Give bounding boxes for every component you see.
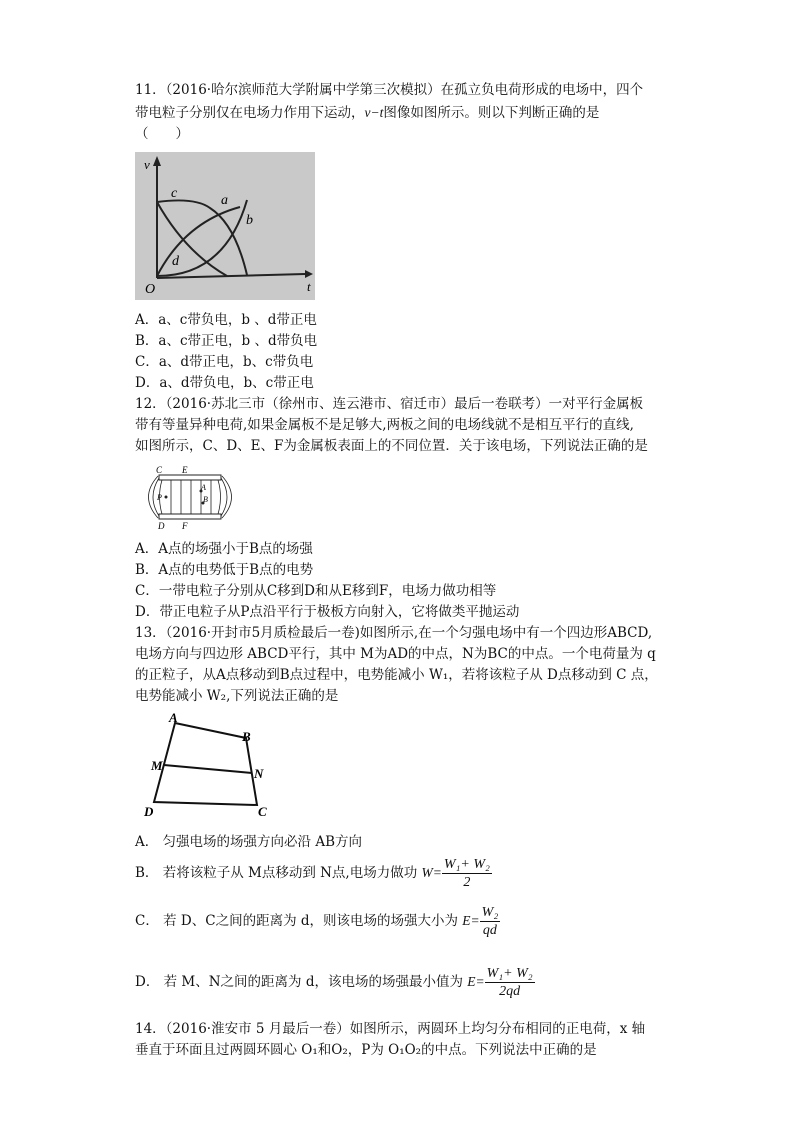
q11-vt-symbol: v−t (364, 105, 384, 120)
q12-option-c: C．一带电粒子分别从C移到D和从E移到F，电场力做功相等 (135, 583, 497, 599)
q13-option-b-lhs: W= (421, 865, 442, 880)
q11-option-d: D．a、d带负电，b、c带正电 (135, 375, 314, 391)
q12-stem-line3: 如图所示，C、D、E、F为金属板表面上的不同位置．关于该电场，下列说法正确的是 (135, 438, 648, 454)
fraction-numerator: W₁+ W₂ (443, 857, 490, 872)
label-n: N (254, 766, 264, 781)
fraction-denominator: 2 (463, 875, 471, 890)
label-d: d (172, 254, 179, 269)
label-a: A (169, 710, 178, 725)
fraction-denominator: qd (482, 923, 497, 938)
q13-option-c-fraction (480, 904, 501, 939)
q13-quadrilateral-figure (142, 710, 282, 822)
q13-option-c-text: C． 若 D、C之间的距离为 d，则该电场的场强大小为 (135, 913, 458, 929)
q13-option-b-text: B． 若将该粒子从 M点移动到 N点,电场力做功 (135, 865, 418, 881)
q12-option-b: B．A点的电势低于B点的电势 (135, 562, 314, 578)
fraction-denominator: 2qd (499, 984, 521, 999)
q13-option-b-fraction (442, 856, 492, 891)
q12-field-diagram (135, 462, 243, 532)
q13-option-d-fraction (485, 965, 535, 1000)
q11-stem-line3: （ ） (135, 126, 189, 142)
q11-option-b: B．a、c带正电，b 、d带负电 (135, 333, 318, 349)
label-a: a (221, 193, 228, 208)
q12-stem-line2: 带有等量异种电荷,如果金属板不是足够大,两板之间的电场线就不是相互平行的直线, (135, 417, 634, 433)
q13-option-b (135, 856, 492, 891)
label-a: A (201, 483, 206, 492)
q11-option-c: C．a、d带正电，b、c带负电 (135, 354, 314, 370)
q11-stem-part1: 带电粒子分别仅在电场力作用下运动， (135, 105, 365, 121)
upper-plate (159, 475, 221, 480)
q12-option-d: D．带正电粒子从P点沿平行于极板方向射入，它将做类平抛运动 (135, 604, 520, 620)
q13-stem-line1: 13．（2016·开封市5月质检最后一卷)如图所示,在一个匀强电场中有一个四边形ABCD, (135, 625, 653, 641)
q11-vt-graph (135, 152, 315, 300)
q11-stem-line1: 11．（2016·哈尔滨师范大学附属中学第三次模拟）在孤立负电荷形成的电场中，四个 (135, 82, 644, 98)
fraction-numerator: W₁+ W₂ (486, 966, 533, 981)
q11-stem-line2 (135, 104, 599, 122)
point-p (165, 496, 168, 499)
q11-option-a: A．a、c带负电，b 、d带正电 (135, 312, 317, 328)
label-v: v (144, 157, 150, 172)
label-d: D (144, 804, 154, 819)
label-o: O (145, 282, 156, 297)
q13-option-d-lhs: E= (467, 974, 485, 989)
segment-mn (164, 765, 252, 773)
q13-option-a: A． 匀强电场的场强方向必沿 AB方向 (135, 834, 363, 850)
label-m: M (151, 758, 163, 773)
q13-option-c-lhs: E= (462, 913, 480, 928)
q13-option-c (135, 904, 500, 939)
label-b: B (203, 495, 208, 504)
q13-option-d (135, 965, 535, 1000)
label-p: P (157, 493, 162, 502)
label-b: b (246, 213, 253, 228)
q13-stem-line4: 电势能减小 W₂,下列说法正确的是 (135, 688, 339, 704)
q13-option-d-text: D． 若 M、N之间的距离为 d，该电场的场强最小值为 (135, 974, 463, 990)
q14-stem-line1: 14．（2016·淮安市 5 月最后一卷）如图所示，两圆环上均匀分布相同的正电荷，x 轴 (135, 1021, 646, 1037)
label-b: B (242, 729, 251, 744)
label-t: t (307, 279, 311, 294)
label-c: C (258, 804, 267, 819)
label-c: C (156, 465, 163, 475)
label-d: D (158, 521, 165, 531)
fraction-numerator: W₂ (481, 905, 499, 920)
q12-stem-line1: 12．（2016·苏北三市（徐州市、连云港市、宿迁市）最后一卷联考）一对平行金属板 (135, 396, 644, 412)
q13-stem-line3: 的正粒子，从A点移动到B点过程中，电势能减小 W₁，若将该粒子从 D点移动到 C 点， (135, 667, 658, 683)
q12-option-a: A．A点的场强小于B点的场强 (135, 541, 313, 557)
label-c: c (171, 186, 178, 201)
q13-stem-line2: 电场方向与四边形 ABCD平行，其中 M为AD的中点，N为BC的中点。一个电荷量为 q (135, 646, 656, 662)
lower-plate (159, 514, 221, 519)
q11-stem-part2: 图像如图所示。则以下判断正确的是 (383, 105, 600, 121)
q14-stem-line2: 垂直于环面且过两圆环圆心 O₁和O₂，P为 O₁O₂的中点。下列说法中正确的是 (135, 1042, 597, 1058)
label-e: E (182, 465, 188, 475)
label-f: F (182, 521, 188, 531)
